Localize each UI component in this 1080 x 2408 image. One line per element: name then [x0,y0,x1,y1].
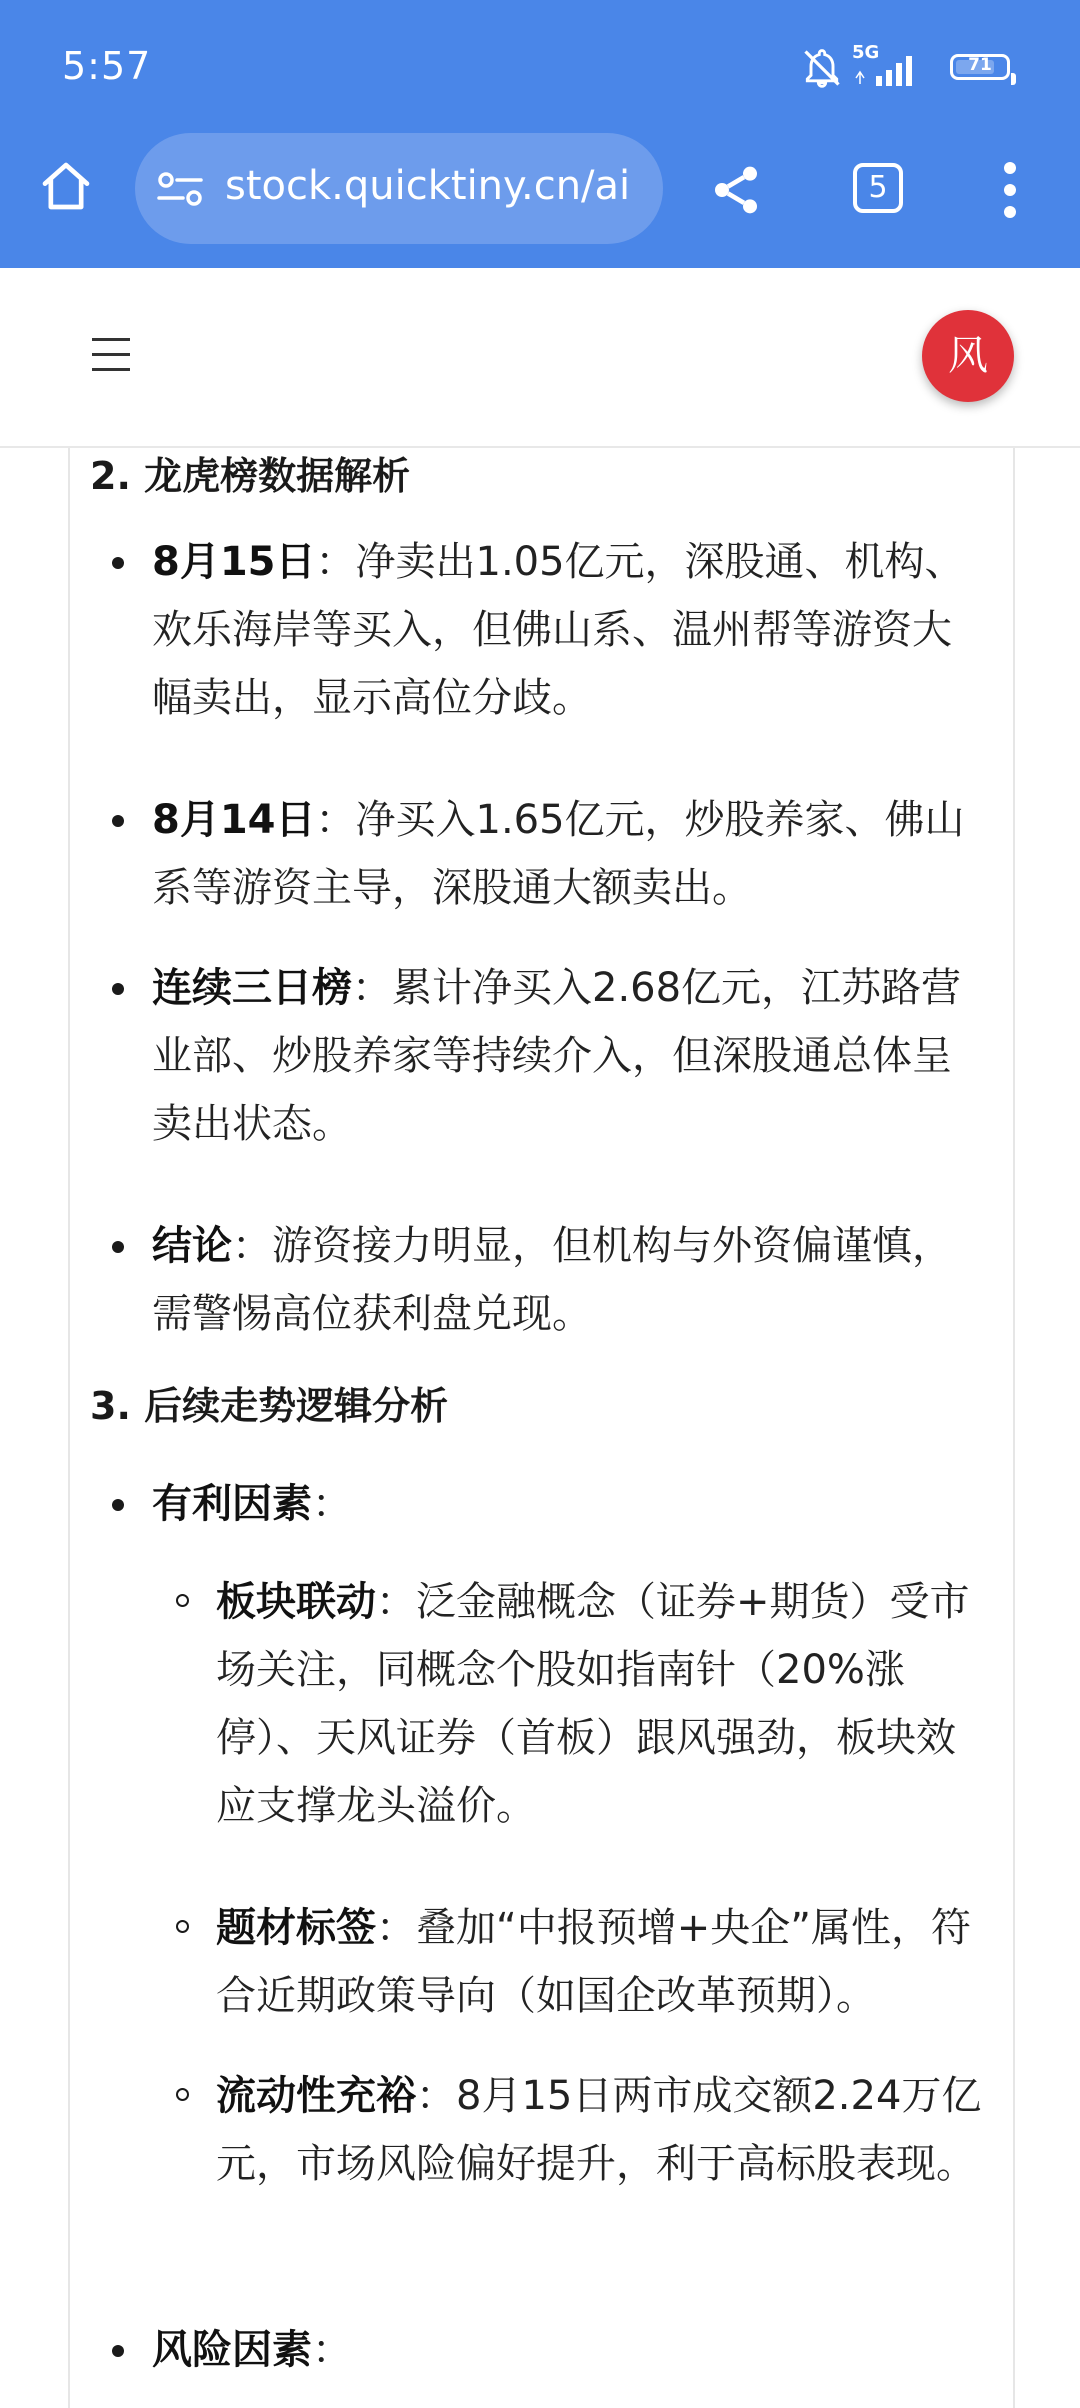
network-label: 5G [852,42,880,63]
item-sep: ： [352,965,392,1011]
section-2-list [90,954,990,1158]
subitem-text: 8月15日两市成交额2.24万亿元，市场风险偏好提升，利于高标股表现。 [216,2073,982,2187]
item-text: 净买入1.65亿元，炒股养家、佛山系等游资主导，深股通大额卖出。 [152,797,965,911]
status-icons [800,42,1010,90]
subitem-label: 板块联动 [216,1579,376,1625]
favorable-sublist [90,2062,990,2198]
share-icon[interactable] [708,162,764,218]
section-2-list [90,1212,990,1348]
list-item [90,1470,990,1538]
sublist-item [90,1894,990,2030]
subitem-text: 泛金融概念（证券+期货）受市场关注，同概念个股如指南针（20%涨停）、天风证券（首板）跟风强劲，板块效应支撑龙头溢价。 [216,1579,970,1829]
item-label: 连续三日榜 [152,965,352,1011]
section-2-title: 2. 龙虎榜数据解析 [90,454,411,498]
home-icon[interactable] [38,158,94,214]
hamburger-menu-icon[interactable] [92,338,132,372]
tab-count: 5 [868,170,888,205]
item-sep: ： [315,797,356,843]
bell-off-icon [800,46,844,90]
item-sep: ： [416,2073,456,2119]
sublist-item [90,1568,990,1840]
favorable-label: 有利因素 [152,1481,312,1527]
browser-chrome [0,0,1080,268]
list-item [90,2316,990,2384]
tabs-icon[interactable] [853,163,903,213]
item-sep: ： [232,1223,272,1269]
battery-icon [950,54,1010,80]
subitem-label: 流动性充裕 [216,2073,416,2119]
risk-label: 风险因素 [152,2327,312,2373]
list-item [90,954,990,1158]
item-sep: ： [315,539,356,585]
item-sep: ： [312,2327,352,2373]
sublist-item [90,2062,990,2198]
battery-level: 71 [968,55,992,75]
site-settings-icon[interactable] [157,169,203,209]
list-item [90,528,990,732]
status-time: 5:57 [62,44,152,88]
section-2-list [90,786,990,922]
site-header [0,268,1080,448]
item-sep: ： [312,1481,352,1527]
avatar[interactable]: 风 [922,310,1014,402]
favorable-sublist [90,1894,990,2030]
section-3-list [90,1470,990,1538]
url-text[interactable]: stock.quicktiny.cn/ai [225,163,631,209]
item-text: 净卖出1.05亿元，深股通、机构、欢乐海岸等买入，但佛山系、温州帮等游资大幅卖出，显示高位分歧。 [152,539,965,721]
url-bar[interactable] [135,133,663,244]
section-3-title: 3. 后续走势逻辑分析 [90,1384,449,1428]
item-label: 结论 [152,1223,232,1269]
list-item [90,786,990,922]
subitem-text: 叠加“中报预增+央企”属性，符合近期政策导向（如国企改革预期）。 [216,1905,971,2019]
section-3-list [90,2316,990,2384]
favorable-sublist [90,1568,990,1840]
subitem-label: 题材标签 [216,1905,376,1951]
more-vert-icon[interactable] [996,160,1026,220]
item-label: 8月14日 [152,797,316,843]
item-label: 8月15日 [152,539,316,585]
list-item [90,1212,990,1348]
item-sep: ： [376,1905,416,1951]
item-sep: ： [376,1579,416,1625]
section-2-list [90,528,990,732]
item-text: 游资接力明显，但机构与外资偏谨慎，需警惕高位获利盘兑现。 [152,1223,952,1337]
item-text: 累计净买入2.68亿元，江苏路营业部、炒股养家等持续介入，但深股通总体呈卖出状态。 [152,965,962,1147]
signal-icon [852,52,922,88]
